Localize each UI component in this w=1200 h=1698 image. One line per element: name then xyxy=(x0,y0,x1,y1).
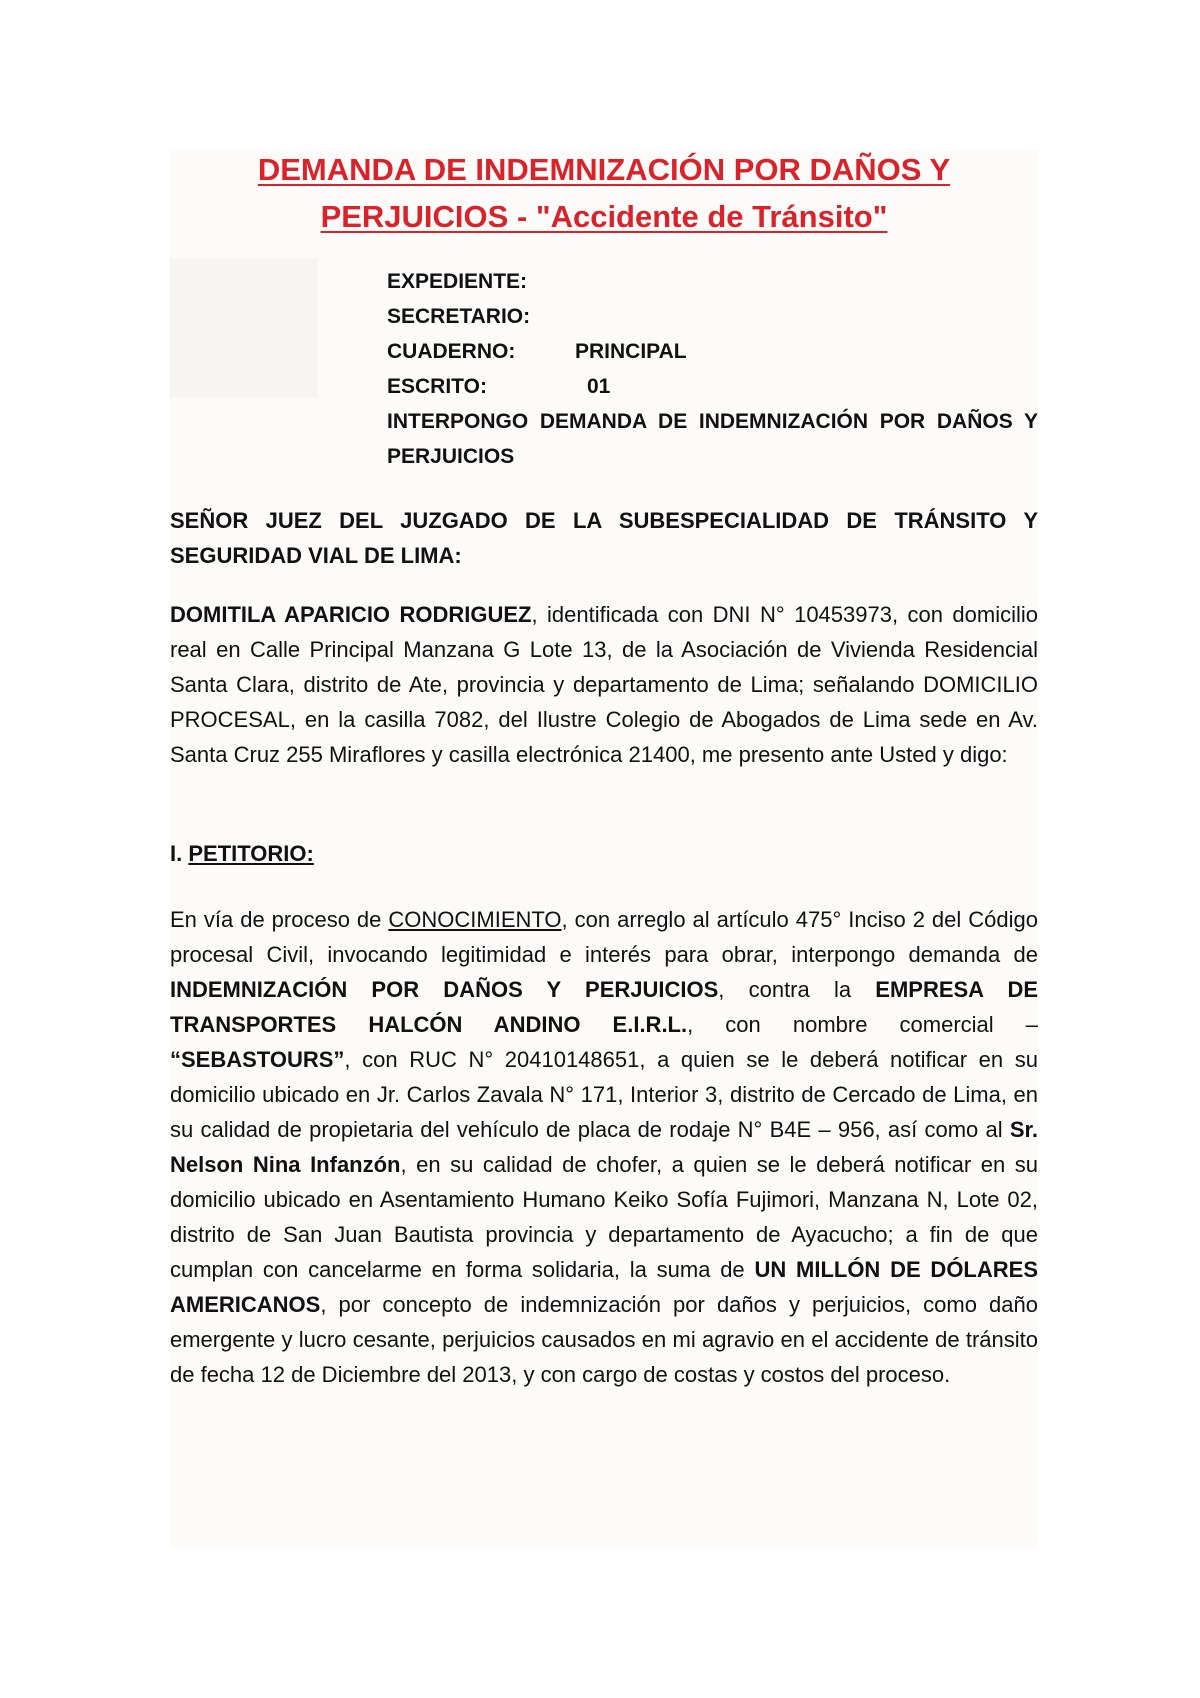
defendant-company: EMPRESA DE TRANSPORTES HALCÓN ANDINO E.I.R.L. xyxy=(170,977,1039,1037)
petitorio-text-5: , con RUC N° 20410148651, a quien se le deberá notificar en su domicilio ubicado en Jr. Carlos Zavala N° 171, Interior 3, distrito de Cercado de Lima, en su calidad de propietaria del vehículo de placa de rodaje N° B4E – 956, así como al xyxy=(170,1047,1038,1142)
intro-paragraph xyxy=(170,597,1038,772)
intro-text: , identificada con DNI N° 10453973, con domicilio real en Calle Principal Manzana G Lote 13, de la Asociación de Vivienda Residencial Santa Clara, distrito de Ate, provincia y departamento de Lima; señalando DOMICILIO PROCESAL, en la casilla 7082, del Ilustre Colegio de Abogados de Lima sede en Av. Santa Cruz 255 Miraflores y casilla electrónica 21400, me presento ante Usted y digo: xyxy=(170,602,1038,767)
claim-amount: UN MILLÓN DE DÓLARES AMERICANOS xyxy=(170,1257,1038,1317)
escrito-label: ESCRITO: xyxy=(387,375,487,398)
petitorio-text-6: , en su calidad de chofer, a quien se le deberá notificar en su domicilio ubicado en Asentamiento Humano Keiko Sofía Fujimori, Manzana N, Lote 02, distrito de San Juan Bautista provincia y departamento de Ayacucho; a fin de que cumplan con cancelarme en forma solidaria, la suma de xyxy=(170,1152,1038,1282)
petitorio-text-2: , con arreglo al artículo 475° Inciso 2 del Código procesal Civil, invocando legitimidad e interés para obrar, interpongo demanda de xyxy=(170,907,1038,967)
secretario-row xyxy=(387,299,1038,334)
title-line-1: DEMANDA DE INDEMNIZACIÓN POR DAÑOS Y xyxy=(257,152,951,187)
secretario-label: SECRETARIO: xyxy=(387,305,531,328)
petitorio-text-7: , por concepto de indemnización por daños y perjuicios, como daño emergente y lucro cesante, perjuicios causados en mi agravio en el accidente de tránsito de fecha 12 de Diciembre del 2013, y con cargo de costas y costos del proceso. xyxy=(170,1292,1038,1387)
expediente-label: EXPEDIENTE: xyxy=(387,270,528,293)
title-line-2: PERJUICIOS - "Accidente de Tránsito" xyxy=(320,199,888,234)
header-margin-shade xyxy=(170,258,318,398)
document-title xyxy=(170,146,1038,240)
escrito-row xyxy=(387,369,1038,404)
petitorio-paragraph xyxy=(170,902,1038,1392)
section-heading xyxy=(170,836,314,871)
petitorio-text-3: , contra la xyxy=(718,977,876,1002)
escrito-value: 01 xyxy=(587,375,611,398)
cuaderno-value: PRINCIPAL xyxy=(575,340,687,363)
addressee: SEÑOR JUEZ DEL JUZGADO DE LA SUBESPECIALIDAD DE TRÁNSITO Y SEGURIDAD VIAL DE LIMA: xyxy=(170,508,1038,568)
section-number: I. xyxy=(170,841,189,866)
petitorio-text-4: , con nombre comercial – xyxy=(687,1012,1038,1037)
expediente-row xyxy=(387,264,1038,299)
petitorio-text-1: En vía de proceso de xyxy=(170,907,389,932)
cuaderno-row xyxy=(387,334,1038,369)
conocimiento-term: CONOCIMIENTO xyxy=(388,907,562,932)
claim-type: INDEMNIZACIÓN POR DAÑOS Y PERJUICIOS xyxy=(170,977,719,1002)
trade-name: “SEBASTOURS” xyxy=(170,1047,345,1072)
plaintiff-name: DOMITILA APARICIO RODRIGUEZ xyxy=(170,602,532,627)
section-title: PETITORIO: xyxy=(188,841,314,866)
case-header xyxy=(387,264,1038,474)
interpongo-heading: INTERPONGO DEMANDA DE INDEMNIZACIÓN POR DAÑOS Y PERJUICIOS xyxy=(387,410,1038,468)
defendant-driver: Sr. Nelson Nina Infanzón xyxy=(170,1117,1038,1177)
cuaderno-label: CUADERNO: xyxy=(387,340,516,363)
